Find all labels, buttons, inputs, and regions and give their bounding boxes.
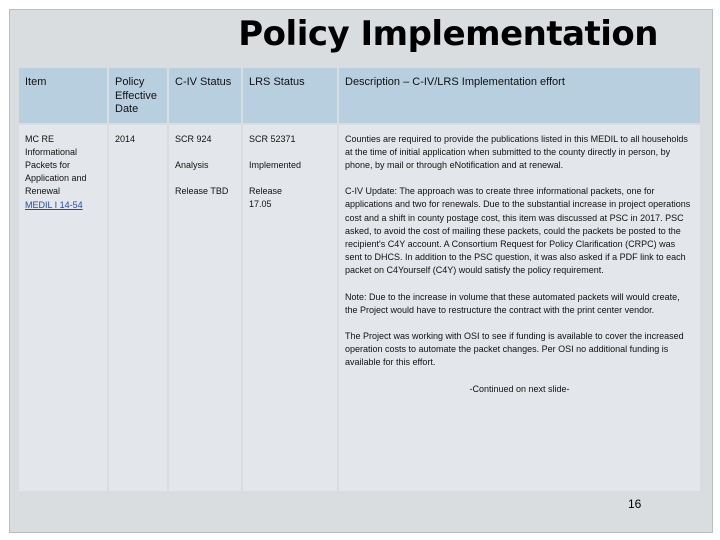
civ-scr: SCR 924 [175, 133, 212, 144]
page-number: 16 [628, 497, 642, 511]
item-line: Informational [25, 146, 78, 157]
header-lrs-status: LRS Status [243, 68, 337, 123]
slide-title: Policy Implementation [238, 14, 658, 54]
item-line: Packets for [25, 159, 71, 170]
continued-note: -Continued on next slide- [469, 383, 570, 394]
description-paragraph: Counties are required to provide the publications listed in this MEDIL to all households at the time of initial application when submitted to the county directly in person, by phone, by mail or through eNotification and at renewal. [345, 133, 688, 170]
header-item: Item [19, 68, 107, 123]
medil-link[interactable]: MEDIL I 14-54 [25, 199, 83, 210]
policy-table [17, 66, 702, 493]
effective-date-cell: 2014 [109, 125, 167, 492]
header-description: Description – C-IV/LRS Implementation effort [339, 68, 700, 123]
header-effective-date: Policy Effective Date [109, 68, 167, 123]
item-line: MC RE [25, 133, 54, 144]
civ-phase: Analysis [175, 159, 209, 170]
lrs-release: Release 17.05 [249, 185, 283, 210]
item-cell [19, 125, 107, 492]
item-line: Application and [25, 173, 87, 184]
item-line: Renewal [25, 186, 61, 197]
civ-update-paragraph: C-IV Update: The approach was to create three informational packets, one for applications and two for renewals. Due to the substantial increase in project operations cost and a shift in county postage cost, this item was discussed at PSC in 2017. PSC asked, to avoid the cost of mailing these packets, could the packets be posted to the recipient's C4Y account. A Consortium Request for Policy Clarification (CRPC) was sent to DHCS. In addition to the PSC question, it was also asked if a PDF link to each packet on C4Yourself (C4Y) would satisfy the policy requirement. [345, 186, 691, 276]
lrs-scr: SCR 52371 [249, 133, 296, 144]
funding-paragraph: The Project was working with OSI to see if funding is available to cover the increased operation costs to automate the packet changes. Per OSI no additional funding is available for this effort. [345, 330, 684, 368]
table-header-row [19, 68, 700, 123]
lrs-status-cell [243, 125, 337, 492]
description-cell [339, 125, 700, 492]
table-row [19, 125, 700, 492]
civ-status-cell [169, 125, 241, 492]
header-civ-status: C-IV Status [169, 68, 241, 123]
note-paragraph: Note: Due to the increase in volume that these automated packets will would create, the Project would have to restructure the contract with the print center vendor. [345, 291, 680, 315]
civ-release: Release TBD [175, 185, 229, 196]
lrs-phase: Implemented [249, 159, 302, 170]
